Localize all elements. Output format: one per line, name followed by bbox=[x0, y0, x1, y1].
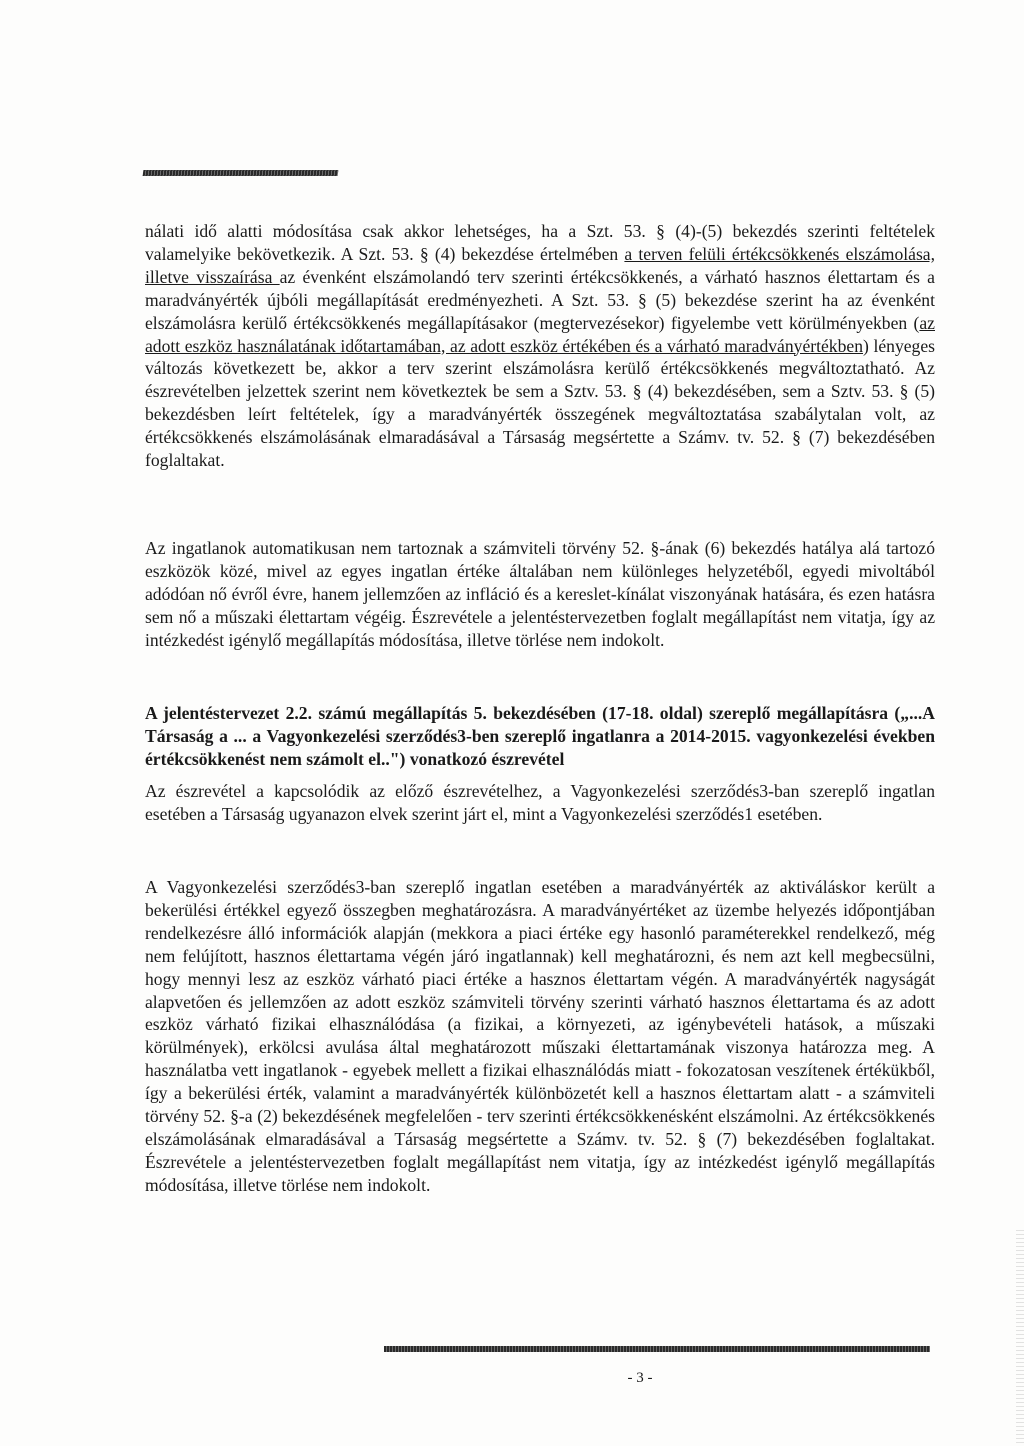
footer-rule bbox=[384, 1346, 930, 1352]
paragraph-1-underline-b: az adott eszköz használatának időtartamában, az adott eszköz értékében és a várható maradványértékben bbox=[145, 312, 935, 356]
page-number: - 3 - bbox=[627, 1370, 653, 1386]
paragraph-1 bbox=[145, 220, 935, 472]
scan-edge-artifact bbox=[1016, 1230, 1024, 1446]
paragraph-3: Az észrevétel a kapcsolódik az előző észrevételhez, a Vagyonkezelési szerződés3-ban szereplő ingatlan esetében a Társaság ugyanazon elvek szerint járt el, mint a Vagyonkezelési szerződés1 esetében. bbox=[145, 781, 935, 824]
paragraph-1-underline-a: a terven felüli értékcsökkenés elszámolása, illetve visszaírása bbox=[145, 243, 935, 287]
section-heading: A jelentéstervezet 2.2. számú megállapítás 5. bekezdésében (17-18. oldal) szereplő megállapításra („...A Társaság a ... a Vagyonkezelési szerződés3-ben szereplő ingatlanra a 2014-2015. vagyonkezelési években értékcsökkenést nem számolt el..") vonatkozó észrevétel bbox=[145, 703, 935, 769]
paragraph-1-text-c: ) lényeges változás következett be, akkor a terv szerint elszámolásra kerülő értékcsökkenés megváltoztatható. Az észrevételben jelzettek szerint nem következtek be sem a Sztv. 53. § (4) bekezdésében, sem a Sztv. 53. § (5) bekezdésben leírt feltételek, így a maradványérték összegének megváltoztatása szabálytalan volt, az értékcsökkenés elszámolásának elmaradásával a Társaság megsértette a Számv. tv. 52. § (7) bekezdésében foglaltakat. bbox=[145, 335, 935, 471]
header-rule bbox=[143, 170, 339, 176]
paragraph-2: Az ingatlanok automatikusan nem tartoznak a számviteli törvény 52. §-ának (6) bekezdés hatálya alá tartozó eszközök közé, mivel az egyes ingatlan értéke általában nem különleges helyzetéből, egyedi mivoltából adódóan nő évről évre, hanem jellemzően az infláció és a kereslet-kínálat viszonyának hatására, és ezen hatásra sem nő a műszaki élettartam végéig. Észrevétele a jelentéstervezetben foglalt megállapítást nem vitatja, így az intézkedést igénylő megállapítás módosítása, illetve törlése nem indokolt. bbox=[145, 538, 935, 650]
paragraph-1-text-b: az évenként elszámolandó terv szerinti értékcsökkenés, a várható hasznos élettartam és a maradványérték újbóli megállapítását eredményezheti. A Szt. 53. § (5) bekezdése szerint ha az évenként elszámolásra kerülő értékcsökkenés megállapításakor (megtervezésekor) figyelembe vett körülményekben ( bbox=[145, 266, 935, 333]
paragraph-4: A Vagyonkezelési szerződés3-ban szereplő ingatlan esetében a maradványérték az aktiváláskor került a bekerülési értékkel egyező összegben meghatározásra. A maradványértéket az üzembe helyezés időpontjában rendelkezésre álló információk alapján (mekkora a piaci értéke egy hasonló paraméterekkel rendelkező, még nem felújított, hasznos élettartama végén járó ingatlannak) kell meghatározni, és nem azt kell megbecsülni, hogy mennyi lesz az eszköz várható piaci értéke a hasznos élettartam végén. A maradványérték nagyságát alapvetően és jellemzően az adott eszköz számviteli törvény szerinti várható hasznos élettartama és az adott eszköz várható fizikai elhasználódása (a fizikai, a környezeti, az igénybevételi hatások, a műszaki körülmények), erkölcsi avulása által meghatározott műszaki élettartamának viszonya határozza meg. A használatba vett ingatlanok - egyebek mellett a fizikai elhasználódás miatt - fokozatosan veszítenek értékükből, így a bekerülési érték, valamint a maradványérték különbözetét kell a hasznos élettartam alatt - a számviteli törvény 52. §-a (2) bekezdésének megfelelően - terv szerinti értékcsökkenésként elszámolni. Az értékcsökkenés elszámolásának elmaradásával a Társaság megsértette a Számv. tv. 52. § (7) bekezdésében foglaltakat. Észrevétele a jelentéstervezetben foglalt megállapítást nem vitatja, így az intézkedést igénylő megállapítás módosítása, illetve törlése nem indokolt. bbox=[145, 877, 935, 1195]
paragraph-1-text-a: nálati idő alatti módosítása csak akkor lehetséges, ha a Szt. 53. § (4)-(5) bekezdés szerinti feltételek valamelyike bekövetkezik. A Szt. 53. § (4) bekezdése értelmében bbox=[145, 221, 935, 264]
